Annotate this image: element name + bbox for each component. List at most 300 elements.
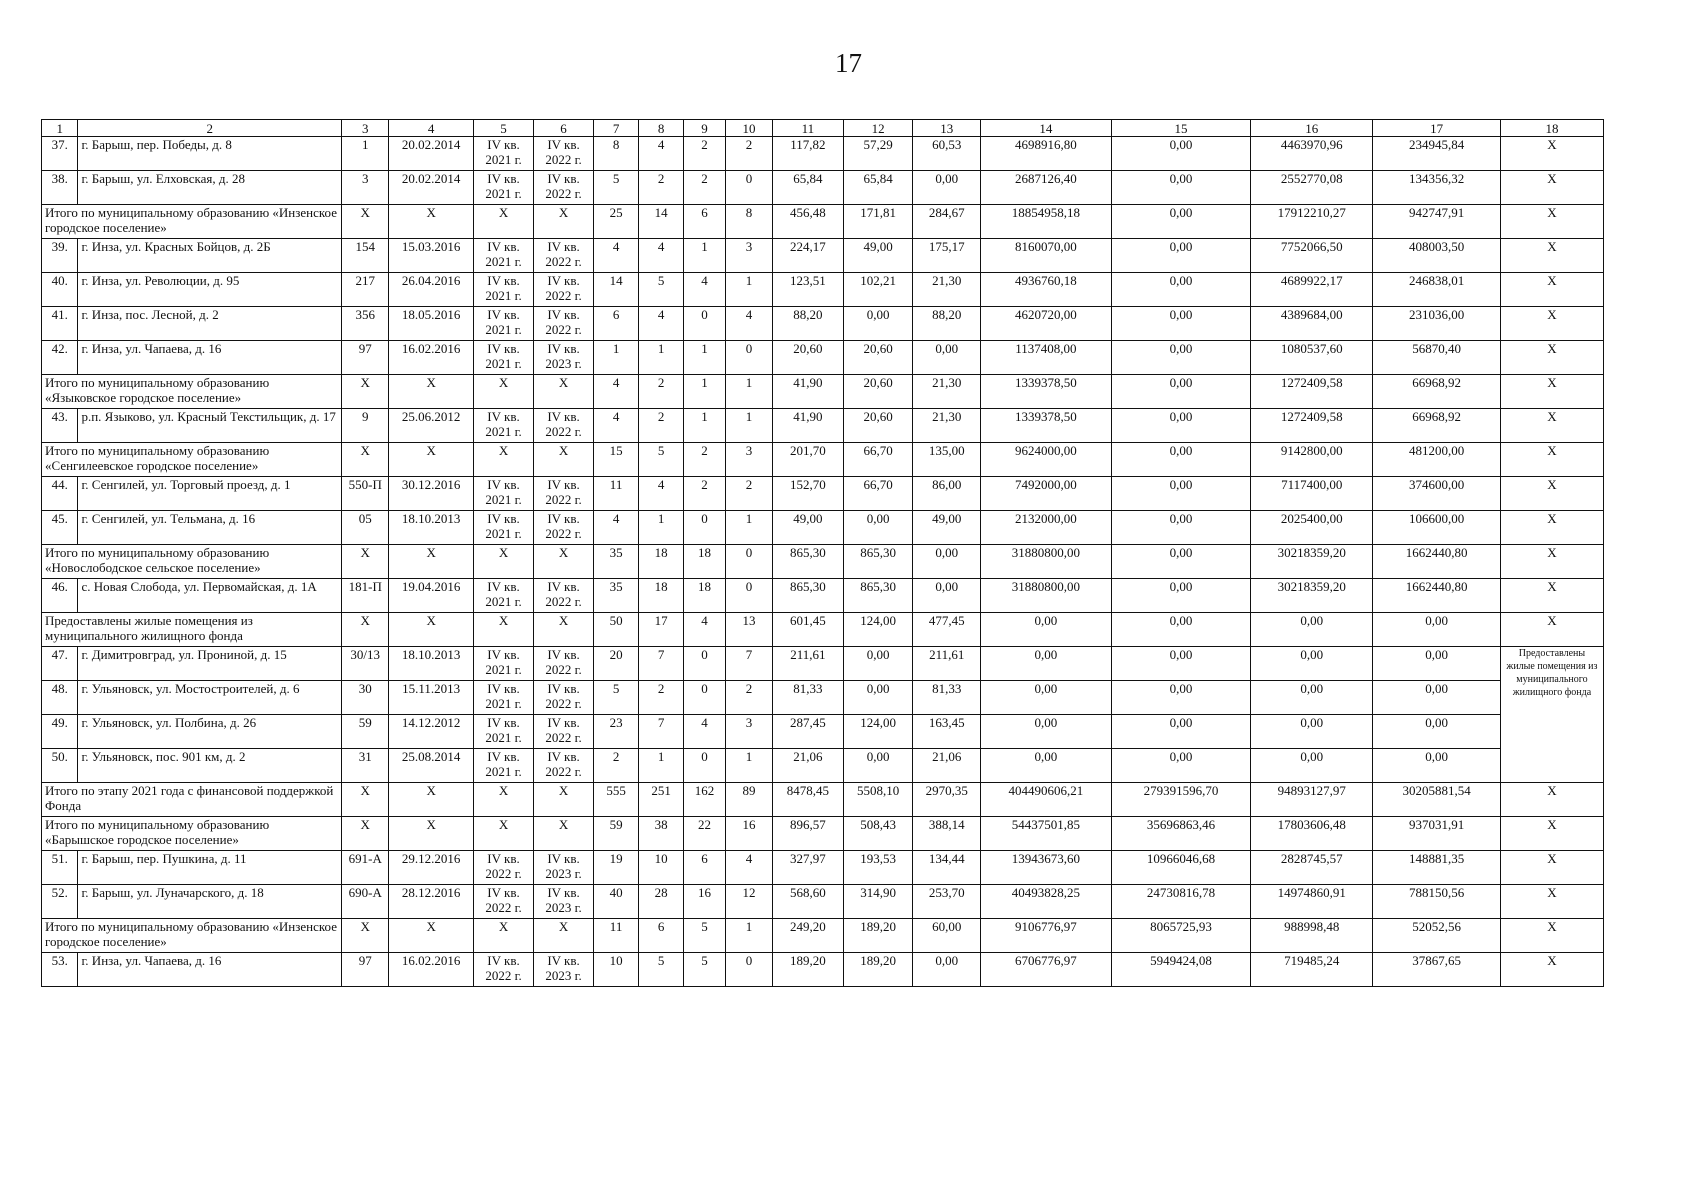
column-number-header: 4 — [389, 120, 474, 137]
apartments-total: 10 — [639, 851, 684, 885]
document-number: Х — [342, 443, 389, 477]
apartments-total: 18 — [639, 579, 684, 613]
resettlement-method: Х — [1500, 239, 1603, 273]
planned-end-date: IV кв. 2023 г. — [534, 341, 594, 375]
planned-end-date: Х — [534, 443, 594, 477]
apartments-municipal: 89 — [725, 783, 772, 817]
apartments-owned: 1 — [684, 239, 726, 273]
cost-regional-budget: 4389684,00 — [1251, 307, 1373, 341]
apartments-municipal: 3 — [725, 239, 772, 273]
resettlement-method: Х — [1500, 953, 1603, 987]
document-date: 19.04.2016 — [389, 579, 474, 613]
subtotal-label: Итого по муниципальному образованию «Языковское городское поселение» — [42, 375, 342, 409]
area-owned: 49,00 — [843, 239, 913, 273]
planned-start-date: IV кв. 2021 г. — [474, 715, 534, 749]
apartments-total: 38 — [639, 817, 684, 851]
cost-local-budget: 937031,91 — [1373, 817, 1501, 851]
planned-start-date: IV кв. 2021 г. — [474, 511, 534, 545]
residents-count: 15 — [594, 443, 639, 477]
cost-regional-budget: 2552770,08 — [1251, 171, 1373, 205]
area-municipal: 0,00 — [913, 579, 981, 613]
apartments-total: 7 — [639, 715, 684, 749]
apartments-owned: 2 — [684, 171, 726, 205]
row-number: 50. — [42, 749, 78, 783]
cost-regional-budget: 14974860,91 — [1251, 885, 1373, 919]
cost-local-budget: 374600,00 — [1373, 477, 1501, 511]
object-address: г. Инза, ул. Чапаева, д. 16 — [78, 953, 342, 987]
table-row — [42, 579, 1604, 613]
apartments-municipal: 2 — [725, 681, 772, 715]
resettlement-table — [41, 119, 1604, 987]
apartments-owned: 1 — [684, 375, 726, 409]
area-municipal: 134,44 — [913, 851, 981, 885]
area-municipal: 477,45 — [913, 613, 981, 647]
area-owned: 189,20 — [843, 919, 913, 953]
column-number-header: 17 — [1373, 120, 1501, 137]
area-owned: 0,00 — [843, 749, 913, 783]
cost-local-budget: 231036,00 — [1373, 307, 1501, 341]
area-owned: 124,00 — [843, 715, 913, 749]
apartments-municipal: 12 — [725, 885, 772, 919]
cost-regional-budget: 30218359,20 — [1251, 579, 1373, 613]
row-number: 43. — [42, 409, 78, 443]
cost-regional-budget: 719485,24 — [1251, 953, 1373, 987]
document-date: Х — [389, 443, 474, 477]
document-number: 3 — [342, 171, 389, 205]
planned-start-date: Х — [474, 545, 534, 579]
object-address: г. Барыш, ул. Луначарского, д. 18 — [78, 885, 342, 919]
area-owned: 193,53 — [843, 851, 913, 885]
apartments-total: 28 — [639, 885, 684, 919]
planned-end-date: IV кв. 2022 г. — [534, 171, 594, 205]
cost-local-budget: 66968,92 — [1373, 375, 1501, 409]
apartments-total: 4 — [639, 239, 684, 273]
document-date: Х — [389, 919, 474, 953]
row-number: 49. — [42, 715, 78, 749]
cost-total: 4936760,18 — [981, 273, 1112, 307]
column-number-header: 6 — [534, 120, 594, 137]
row-number: 38. — [42, 171, 78, 205]
table-row — [42, 885, 1604, 919]
apartments-municipal: 0 — [725, 545, 772, 579]
area-municipal: 21,30 — [913, 409, 981, 443]
area-total: 601,45 — [773, 613, 844, 647]
cost-total: 18854958,18 — [981, 205, 1112, 239]
row-number: 47. — [42, 647, 78, 681]
subtotal-row — [42, 817, 1604, 851]
object-address: г. Ульяновск, ул. Полбина, д. 26 — [78, 715, 342, 749]
document-date: 25.06.2012 — [389, 409, 474, 443]
apartments-municipal: 0 — [725, 171, 772, 205]
planned-end-date: IV кв. 2023 г. — [534, 885, 594, 919]
cost-total: 0,00 — [981, 715, 1112, 749]
area-owned: 865,30 — [843, 545, 913, 579]
cost-local-budget: 481200,00 — [1373, 443, 1501, 477]
area-owned: 0,00 — [843, 681, 913, 715]
table-body — [42, 120, 1604, 987]
apartments-municipal: 2 — [725, 477, 772, 511]
cost-local-budget: 0,00 — [1373, 715, 1501, 749]
planned-start-date: IV кв. 2021 г. — [474, 647, 534, 681]
cost-local-budget: 66968,92 — [1373, 409, 1501, 443]
planned-end-date: IV кв. 2022 г. — [534, 579, 594, 613]
residents-count: 40 — [594, 885, 639, 919]
object-address: г. Барыш, пер. Пушкина, д. 11 — [78, 851, 342, 885]
document-number: 30 — [342, 681, 389, 715]
table-row — [42, 511, 1604, 545]
planned-end-date: IV кв. 2023 г. — [534, 851, 594, 885]
planned-end-date: IV кв. 2022 г. — [534, 239, 594, 273]
apartments-owned: 2 — [684, 443, 726, 477]
apartments-total: 5 — [639, 443, 684, 477]
cost-local-budget: 0,00 — [1373, 613, 1501, 647]
cost-total: 1339378,50 — [981, 409, 1112, 443]
row-number: 48. — [42, 681, 78, 715]
area-total: 41,90 — [773, 375, 844, 409]
area-owned: 57,29 — [843, 137, 913, 171]
area-owned: 66,70 — [843, 443, 913, 477]
cost-regional-budget: 4689922,17 — [1251, 273, 1373, 307]
subtotal-label: Итого по муниципальному образованию «Сенгилеевское городское поселение» — [42, 443, 342, 477]
apartments-municipal: 0 — [725, 341, 772, 375]
planned-start-date: IV кв. 2022 г. — [474, 851, 534, 885]
cost-fund: 0,00 — [1111, 307, 1250, 341]
table-row — [42, 953, 1604, 987]
object-address: р.п. Языково, ул. Красный Текстильщик, д. 17 — [78, 409, 342, 443]
planned-start-date: IV кв. 2022 г. — [474, 885, 534, 919]
column-number-header: 9 — [684, 120, 726, 137]
cost-local-budget: 106600,00 — [1373, 511, 1501, 545]
area-total: 8478,45 — [773, 783, 844, 817]
table-row — [42, 647, 1604, 681]
document-date: Х — [389, 545, 474, 579]
column-number-header: 16 — [1251, 120, 1373, 137]
planned-start-date: Х — [474, 613, 534, 647]
object-address: г. Инза, ул. Чапаева, д. 16 — [78, 341, 342, 375]
area-owned: 314,90 — [843, 885, 913, 919]
cost-fund: 8065725,93 — [1111, 919, 1250, 953]
row-number: 45. — [42, 511, 78, 545]
residents-count: 23 — [594, 715, 639, 749]
area-total: 865,30 — [773, 579, 844, 613]
cost-fund: 0,00 — [1111, 613, 1250, 647]
resettlement-method-note: Предоставлены жилые помещения из муниципального жилищного фонда — [1500, 647, 1603, 783]
apartments-owned: 2 — [684, 137, 726, 171]
row-number: 40. — [42, 273, 78, 307]
apartments-total: 6 — [639, 919, 684, 953]
row-number: 41. — [42, 307, 78, 341]
planned-end-date: IV кв. 2022 г. — [534, 715, 594, 749]
subtotal-row — [42, 205, 1604, 239]
apartments-municipal: 1 — [725, 511, 772, 545]
area-owned: 20,60 — [843, 341, 913, 375]
area-municipal: 81,33 — [913, 681, 981, 715]
cost-regional-budget: 0,00 — [1251, 749, 1373, 783]
apartments-owned: 4 — [684, 613, 726, 647]
cost-fund: 35696863,46 — [1111, 817, 1250, 851]
apartments-owned: 5 — [684, 919, 726, 953]
planned-start-date: Х — [474, 817, 534, 851]
area-total: 201,70 — [773, 443, 844, 477]
resettlement-method: Х — [1500, 307, 1603, 341]
residents-count: 4 — [594, 239, 639, 273]
cost-total: 0,00 — [981, 749, 1112, 783]
residents-count: 35 — [594, 545, 639, 579]
object-address: г. Сенгилей, ул. Тельмана, д. 16 — [78, 511, 342, 545]
planned-end-date: IV кв. 2022 г. — [534, 477, 594, 511]
apartments-municipal: 13 — [725, 613, 772, 647]
cost-regional-budget: 7752066,50 — [1251, 239, 1373, 273]
area-municipal: 60,53 — [913, 137, 981, 171]
area-municipal: 163,45 — [913, 715, 981, 749]
cost-fund: 0,00 — [1111, 443, 1250, 477]
resettlement-method: Х — [1500, 443, 1603, 477]
area-total: 81,33 — [773, 681, 844, 715]
cost-total: 9624000,00 — [981, 443, 1112, 477]
resettlement-method: Х — [1500, 477, 1603, 511]
cost-local-budget: 0,00 — [1373, 681, 1501, 715]
planned-end-date: IV кв. 2022 г. — [534, 409, 594, 443]
document-number: 97 — [342, 341, 389, 375]
cost-total: 4698916,80 — [981, 137, 1112, 171]
apartments-total: 1 — [639, 341, 684, 375]
apartments-total: 1 — [639, 511, 684, 545]
cost-fund: 0,00 — [1111, 545, 1250, 579]
cost-local-budget: 1662440,80 — [1373, 579, 1501, 613]
planned-start-date: IV кв. 2021 г. — [474, 137, 534, 171]
area-owned: 0,00 — [843, 647, 913, 681]
planned-end-date: IV кв. 2022 г. — [534, 749, 594, 783]
apartments-owned: 18 — [684, 579, 726, 613]
area-total: 287,45 — [773, 715, 844, 749]
planned-start-date: IV кв. 2021 г. — [474, 681, 534, 715]
apartments-total: 4 — [639, 307, 684, 341]
planned-end-date: Х — [534, 817, 594, 851]
object-address: г. Димитровград, ул. Прониной, д. 15 — [78, 647, 342, 681]
cost-fund: 0,00 — [1111, 715, 1250, 749]
column-number-header: 15 — [1111, 120, 1250, 137]
cost-total: 2687126,40 — [981, 171, 1112, 205]
area-municipal: 135,00 — [913, 443, 981, 477]
document-date: Х — [389, 817, 474, 851]
column-number-header: 7 — [594, 120, 639, 137]
table-row — [42, 749, 1604, 783]
area-owned: 171,81 — [843, 205, 913, 239]
cost-total: 40493828,25 — [981, 885, 1112, 919]
cost-total: 31880800,00 — [981, 579, 1112, 613]
cost-total: 8160070,00 — [981, 239, 1112, 273]
resettlement-method: Х — [1500, 613, 1603, 647]
subtotal-row — [42, 375, 1604, 409]
apartments-municipal: 4 — [725, 307, 772, 341]
apartments-municipal: 4 — [725, 851, 772, 885]
area-owned: 5508,10 — [843, 783, 913, 817]
area-total: 65,84 — [773, 171, 844, 205]
cost-regional-budget: 9142800,00 — [1251, 443, 1373, 477]
planned-end-date: Х — [534, 375, 594, 409]
column-number-header: 8 — [639, 120, 684, 137]
cost-fund: 0,00 — [1111, 137, 1250, 171]
apartments-owned: 18 — [684, 545, 726, 579]
residents-count: 555 — [594, 783, 639, 817]
area-total: 117,82 — [773, 137, 844, 171]
cost-local-budget: 134356,32 — [1373, 171, 1501, 205]
cost-regional-budget: 2828745,57 — [1251, 851, 1373, 885]
object-address: г. Инза, ул. Красных Бойцов, д. 2Б — [78, 239, 342, 273]
document-number: 550-П — [342, 477, 389, 511]
table-row — [42, 171, 1604, 205]
cost-fund: 0,00 — [1111, 239, 1250, 273]
area-total: 224,17 — [773, 239, 844, 273]
apartments-owned: 16 — [684, 885, 726, 919]
area-total: 88,20 — [773, 307, 844, 341]
row-number: 52. — [42, 885, 78, 919]
column-number-header: 11 — [773, 120, 844, 137]
apartments-total: 2 — [639, 171, 684, 205]
cost-fund: 0,00 — [1111, 579, 1250, 613]
document-date: 26.04.2016 — [389, 273, 474, 307]
column-number-header: 1 — [42, 120, 78, 137]
apartments-total: 5 — [639, 273, 684, 307]
planned-end-date: IV кв. 2022 г. — [534, 273, 594, 307]
planned-start-date: IV кв. 2021 г. — [474, 307, 534, 341]
apartments-owned: 1 — [684, 341, 726, 375]
residents-count: 2 — [594, 749, 639, 783]
cost-local-budget: 0,00 — [1373, 647, 1501, 681]
apartments-total: 7 — [639, 647, 684, 681]
area-owned: 20,60 — [843, 409, 913, 443]
cost-fund: 24730816,78 — [1111, 885, 1250, 919]
apartments-municipal: 1 — [725, 919, 772, 953]
planned-start-date: IV кв. 2021 г. — [474, 749, 534, 783]
document-number: 59 — [342, 715, 389, 749]
apartments-municipal: 1 — [725, 749, 772, 783]
object-address: г. Сенгилей, ул. Торговый проезд, д. 1 — [78, 477, 342, 511]
area-municipal: 60,00 — [913, 919, 981, 953]
planned-start-date: IV кв. 2021 г. — [474, 341, 534, 375]
planned-start-date: IV кв. 2021 г. — [474, 273, 534, 307]
apartments-total: 2 — [639, 375, 684, 409]
area-total: 865,30 — [773, 545, 844, 579]
object-address: г. Ульяновск, ул. Мостостроителей, д. 6 — [78, 681, 342, 715]
apartments-owned: 0 — [684, 681, 726, 715]
row-number: 46. — [42, 579, 78, 613]
apartments-owned: 0 — [684, 647, 726, 681]
planned-start-date: Х — [474, 919, 534, 953]
area-total: 41,90 — [773, 409, 844, 443]
residents-count: 5 — [594, 171, 639, 205]
document-date: 29.12.2016 — [389, 851, 474, 885]
cost-local-budget: 788150,56 — [1373, 885, 1501, 919]
row-number: 37. — [42, 137, 78, 171]
area-municipal: 21,30 — [913, 273, 981, 307]
cost-fund: 0,00 — [1111, 375, 1250, 409]
document-date: 16.02.2016 — [389, 341, 474, 375]
planned-end-date: IV кв. 2022 г. — [534, 307, 594, 341]
area-total: 20,60 — [773, 341, 844, 375]
table-row — [42, 307, 1604, 341]
document-number: Х — [342, 783, 389, 817]
cost-total: 404490606,21 — [981, 783, 1112, 817]
resettlement-method: Х — [1500, 579, 1603, 613]
resettlement-method: Х — [1500, 817, 1603, 851]
document-date: 18.05.2016 — [389, 307, 474, 341]
cost-regional-budget: 0,00 — [1251, 647, 1373, 681]
document-number: 05 — [342, 511, 389, 545]
cost-fund: 0,00 — [1111, 341, 1250, 375]
document-number: 30/13 — [342, 647, 389, 681]
apartments-municipal: 1 — [725, 375, 772, 409]
document-date: 28.12.2016 — [389, 885, 474, 919]
cost-regional-budget: 0,00 — [1251, 715, 1373, 749]
document-date: 16.02.2016 — [389, 953, 474, 987]
subtotal-row — [42, 783, 1604, 817]
apartments-municipal: 2 — [725, 137, 772, 171]
planned-start-date: Х — [474, 783, 534, 817]
document-number: Х — [342, 613, 389, 647]
row-number: 53. — [42, 953, 78, 987]
apartments-municipal: 16 — [725, 817, 772, 851]
resettlement-method: Х — [1500, 851, 1603, 885]
apartments-total: 251 — [639, 783, 684, 817]
subtotal-label: Итого по этапу 2021 года с финансовой поддержкой Фонда — [42, 783, 342, 817]
cost-total: 54437501,85 — [981, 817, 1112, 851]
area-total: 327,97 — [773, 851, 844, 885]
planned-start-date: IV кв. 2022 г. — [474, 953, 534, 987]
document-number: 356 — [342, 307, 389, 341]
apartments-owned: 2 — [684, 477, 726, 511]
area-owned: 0,00 — [843, 511, 913, 545]
area-municipal: 86,00 — [913, 477, 981, 511]
object-address: г. Ульяновск, пос. 901 км, д. 2 — [78, 749, 342, 783]
resettlement-method: Х — [1500, 375, 1603, 409]
apartments-municipal: 7 — [725, 647, 772, 681]
apartments-total: 2 — [639, 681, 684, 715]
cost-total: 0,00 — [981, 613, 1112, 647]
cost-local-budget: 408003,50 — [1373, 239, 1501, 273]
resettlement-method: Х — [1500, 783, 1603, 817]
apartments-municipal: 8 — [725, 205, 772, 239]
apartments-municipal: 3 — [725, 443, 772, 477]
cost-regional-budget: 1080537,60 — [1251, 341, 1373, 375]
row-number: 39. — [42, 239, 78, 273]
cost-total: 2132000,00 — [981, 511, 1112, 545]
cost-regional-budget: 17912210,27 — [1251, 205, 1373, 239]
area-total: 896,57 — [773, 817, 844, 851]
cost-fund: 0,00 — [1111, 681, 1250, 715]
resettlement-method: Х — [1500, 919, 1603, 953]
column-number-header: 12 — [843, 120, 913, 137]
object-address: г. Барыш, ул. Елховская, д. 28 — [78, 171, 342, 205]
column-number-header: 3 — [342, 120, 389, 137]
planned-end-date: Х — [534, 613, 594, 647]
apartments-owned: 0 — [684, 749, 726, 783]
document-date: Х — [389, 205, 474, 239]
cost-total: 13943673,60 — [981, 851, 1112, 885]
residents-count: 20 — [594, 647, 639, 681]
planned-start-date: IV кв. 2021 г. — [474, 409, 534, 443]
apartments-total: 14 — [639, 205, 684, 239]
subtotal-row — [42, 613, 1604, 647]
resettlement-method: Х — [1500, 341, 1603, 375]
table-row — [42, 239, 1604, 273]
cost-fund: 5949424,08 — [1111, 953, 1250, 987]
cost-local-budget: 148881,35 — [1373, 851, 1501, 885]
subtotal-row — [42, 545, 1604, 579]
document-number: 690-А — [342, 885, 389, 919]
planned-end-date: Х — [534, 783, 594, 817]
object-address: г. Инза, ул. Революции, д. 95 — [78, 273, 342, 307]
